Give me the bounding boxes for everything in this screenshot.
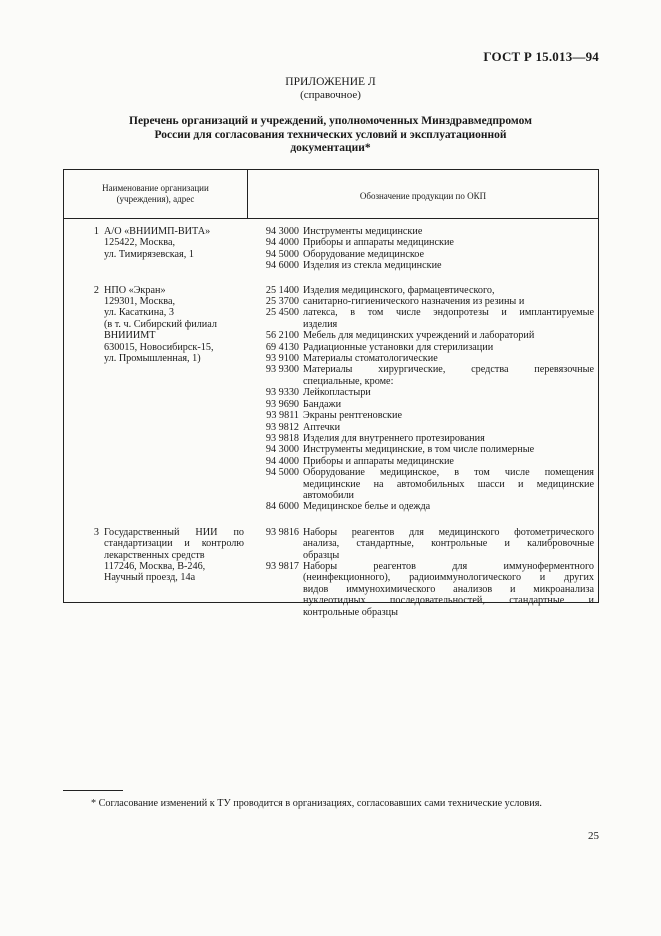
product-line <box>249 342 594 353</box>
product-name-text: Экраны рентгеновские <box>303 410 402 422</box>
product-name-text: (неинфекционного), радиоиммунологического и других <box>303 572 594 584</box>
product-line <box>249 595 594 606</box>
okp-code: 25 4500 <box>265 307 299 319</box>
footnote: * Согласование изменений к ТУ проводится в организациях, согласовавших сами технические условия. <box>91 798 542 809</box>
okp-code: 93 9300 <box>265 364 299 376</box>
organization-line: 129301, Москва, <box>104 296 176 308</box>
product-name-text: видов иммунохимического анализов и микроанализа <box>303 583 594 595</box>
product-name-text: Материалы стоматологические <box>303 353 438 365</box>
organization-line: ул. Касаткина, 3 <box>104 307 174 319</box>
product-name-text: Материалы хирургические, средства перевязочные <box>303 364 594 376</box>
okp-code: 94 5000 <box>265 248 299 260</box>
product-name-text: изделия <box>303 318 338 330</box>
product-line <box>249 237 594 248</box>
product-name-text: Изделия для внутреннего протезирования <box>303 432 485 444</box>
product-name <box>303 501 594 512</box>
organization-line: ул. Тимирязевская, 1 <box>104 248 194 260</box>
okp-code: 93 9812 <box>265 421 299 433</box>
product-name-text: Инструменты медицинские, в том числе полимерные <box>303 444 535 456</box>
product-name <box>303 550 594 561</box>
product-name <box>303 285 594 296</box>
column-header-line: Наименование организации <box>102 183 209 193</box>
okp-code <box>249 572 299 583</box>
okp-code: 93 9330 <box>265 387 299 399</box>
products-cell <box>249 527 594 618</box>
okp-code <box>249 584 299 595</box>
okp-code: 25 1400 <box>265 284 299 296</box>
product-line <box>249 249 594 260</box>
product-name-text: санитарно-гигиенического назначения из резины и <box>303 296 525 308</box>
organization-line: НПО «Экран» <box>104 284 166 296</box>
organization-line: Государственный НИИ по <box>104 526 244 538</box>
products-cell <box>249 226 594 272</box>
organization-cell <box>104 527 244 618</box>
product-name <box>303 572 594 583</box>
product-line <box>249 376 594 387</box>
table-row <box>64 226 598 272</box>
row-number: 1 <box>93 226 99 237</box>
okp-code <box>249 376 299 387</box>
product-name <box>303 561 594 572</box>
product-name <box>303 607 594 618</box>
organization-cell <box>104 226 244 272</box>
okp-code: 94 3000 <box>265 226 299 237</box>
product-name-text: Медицинское белье и одежда <box>303 501 431 513</box>
okp-code <box>249 538 299 549</box>
okp-code: 69 4130 <box>265 341 299 353</box>
okp-code: 93 9818 <box>265 432 299 444</box>
product-name-text: контрольные образцы <box>303 606 398 618</box>
product-line <box>249 527 594 538</box>
appendix-title: ПРИЛОЖЕНИЕ Л <box>285 76 376 88</box>
okp-code: 93 9817 <box>265 560 299 572</box>
okp-code: 93 9811 <box>266 410 299 422</box>
product-line <box>249 433 594 444</box>
product-name <box>303 433 594 444</box>
product-name-text: Изделия медицинского, фармацевтического, <box>303 284 495 296</box>
product-name <box>303 387 594 398</box>
okp-code: 93 9816 <box>265 526 299 538</box>
okp-code: 94 4000 <box>265 455 299 467</box>
row-number: 3 <box>93 526 99 538</box>
okp-code: 94 6000 <box>265 260 299 272</box>
okp-code <box>249 607 299 618</box>
product-name <box>303 538 594 549</box>
product-name <box>303 342 594 353</box>
product-name <box>303 353 594 364</box>
product-line <box>249 584 594 595</box>
document-title-line: России для согласования технических условий и эксплуатационной <box>154 128 507 141</box>
product-line <box>249 319 594 330</box>
okp-code <box>249 550 299 561</box>
product-line <box>249 296 594 307</box>
column-header-organization <box>64 183 247 205</box>
document-title-line: Перечень организаций и учреждений, уполномоченных Минздравмедпромом <box>129 115 532 127</box>
organization-line: (в т. ч. Сибирский филиал <box>104 318 217 330</box>
product-line <box>249 538 594 549</box>
product-line <box>249 490 594 501</box>
product-name-text: Инструменты медицинские <box>303 226 423 237</box>
product-name-text: специальные, кроме: <box>303 375 394 387</box>
okp-code <box>249 319 299 330</box>
product-line <box>249 353 594 364</box>
organization-line: ул. Промышленная, 1) <box>104 353 201 365</box>
product-line <box>249 501 594 512</box>
product-name-text: Аптечки <box>303 421 341 433</box>
product-name-text: Радиационные установки для стерилизации <box>303 341 494 353</box>
product-line <box>249 479 594 490</box>
product-name <box>303 260 594 271</box>
product-name-text: Мебель для медицинских учреждений и лабораторий <box>303 330 535 342</box>
product-line <box>249 364 594 375</box>
product-name <box>303 296 594 307</box>
product-name <box>303 226 594 237</box>
product-name <box>303 237 594 248</box>
header-divider <box>64 218 598 219</box>
product-name <box>303 330 594 341</box>
product-line <box>249 226 594 237</box>
product-line <box>249 550 594 561</box>
footnote-separator <box>63 790 123 791</box>
okp-code: 94 3000 <box>265 444 299 456</box>
product-name-text: медицинские на автомобильных шасси и медицинские <box>303 478 594 490</box>
product-name <box>303 456 594 467</box>
okp-code: 25 3700 <box>265 296 299 308</box>
okp-code: 93 9690 <box>265 398 299 410</box>
product-name <box>303 479 594 490</box>
table-body <box>64 226 598 618</box>
organizations-table <box>63 169 599 618</box>
product-line <box>249 285 594 296</box>
product-line <box>249 387 594 398</box>
product-line <box>249 399 594 410</box>
product-name-text: Оборудование медицинское, в том числе помещения <box>303 467 594 479</box>
organization-line: стандартизации и контролю <box>104 538 244 550</box>
product-name-text: Оборудование медицинское <box>303 248 425 260</box>
product-name <box>303 584 594 595</box>
product-name-text: латекса, в том числе эндопротезы и имплантируемые <box>303 307 594 319</box>
organization-line: Научный проезд, 14а <box>104 572 196 584</box>
okp-code: 94 4000 <box>265 237 299 249</box>
product-name <box>303 307 594 318</box>
product-line <box>249 467 594 478</box>
product-name-text: Наборы реагентов для иммуноферментного <box>303 560 594 572</box>
organization-line: ВНИИИМТ <box>104 330 156 342</box>
product-line <box>249 572 594 583</box>
product-name <box>303 467 594 478</box>
product-name <box>303 376 594 387</box>
organization-line: 117246, Москва, В-246, <box>104 560 206 572</box>
okp-code: 84 6000 <box>265 501 299 513</box>
document-title <box>0 115 661 156</box>
product-name <box>303 490 594 501</box>
product-name <box>303 364 594 375</box>
document-title-line: документации* <box>290 142 371 154</box>
appendix-subtitle: (справочное) <box>300 89 361 101</box>
product-name <box>303 399 594 410</box>
product-name-text: Наборы реагентов для медицинского фотометрического <box>303 526 594 538</box>
product-name-text: Приборы и аппараты медицинские <box>303 455 454 467</box>
product-line <box>249 260 594 271</box>
organization-line: 630015, Новосибирск-15, <box>104 341 214 353</box>
product-name-text: Бандажи <box>303 398 342 410</box>
products-cell <box>249 285 594 513</box>
table-row <box>64 527 598 618</box>
product-line <box>249 307 594 318</box>
product-name-text: Изделия из стекла медицинские <box>303 260 442 272</box>
product-name-text: Лейкопластыри <box>303 387 371 399</box>
product-line <box>249 444 594 455</box>
organization-cell <box>104 285 244 513</box>
organization-line: А/О «ВНИИМП-ВИТА» <box>104 226 211 237</box>
product-line <box>249 410 594 421</box>
product-line <box>249 561 594 572</box>
product-line <box>249 422 594 433</box>
organization-line: лекарственных средств <box>104 549 205 561</box>
page-number: 25 <box>588 830 599 842</box>
okp-code: 94 5000 <box>265 467 299 479</box>
product-line <box>249 456 594 467</box>
product-name <box>303 249 594 260</box>
product-name-text: автомобили <box>303 489 355 501</box>
product-name-text: образцы <box>303 549 340 561</box>
okp-code: 93 9100 <box>265 353 299 365</box>
table-row <box>64 285 598 513</box>
product-name <box>303 319 594 330</box>
product-name <box>303 422 594 433</box>
okp-code <box>249 479 299 490</box>
column-header-okp: Обозначение продукции по ОКП <box>359 191 487 201</box>
okp-code <box>249 490 299 501</box>
document-code: ГОСТ Р 15.013—94 <box>483 49 599 64</box>
product-name-text: нуклеотидных последовательностей, стандартные и <box>303 595 594 607</box>
organization-line: 125422, Москва, <box>104 237 176 249</box>
product-name <box>303 527 594 538</box>
product-name-text: Приборы и аппараты медицинские <box>303 237 454 249</box>
column-header-line: (учреждения), адрес <box>116 194 195 204</box>
product-line <box>249 330 594 341</box>
product-name <box>303 595 594 606</box>
product-line <box>249 607 594 618</box>
product-name <box>303 444 594 455</box>
row-number: 2 <box>93 284 99 296</box>
product-name <box>303 410 594 421</box>
okp-code <box>249 595 299 606</box>
okp-code: 56 2100 <box>265 330 299 342</box>
product-name-text: анализа, стандартные, контрольные и калибровочные <box>303 538 594 550</box>
